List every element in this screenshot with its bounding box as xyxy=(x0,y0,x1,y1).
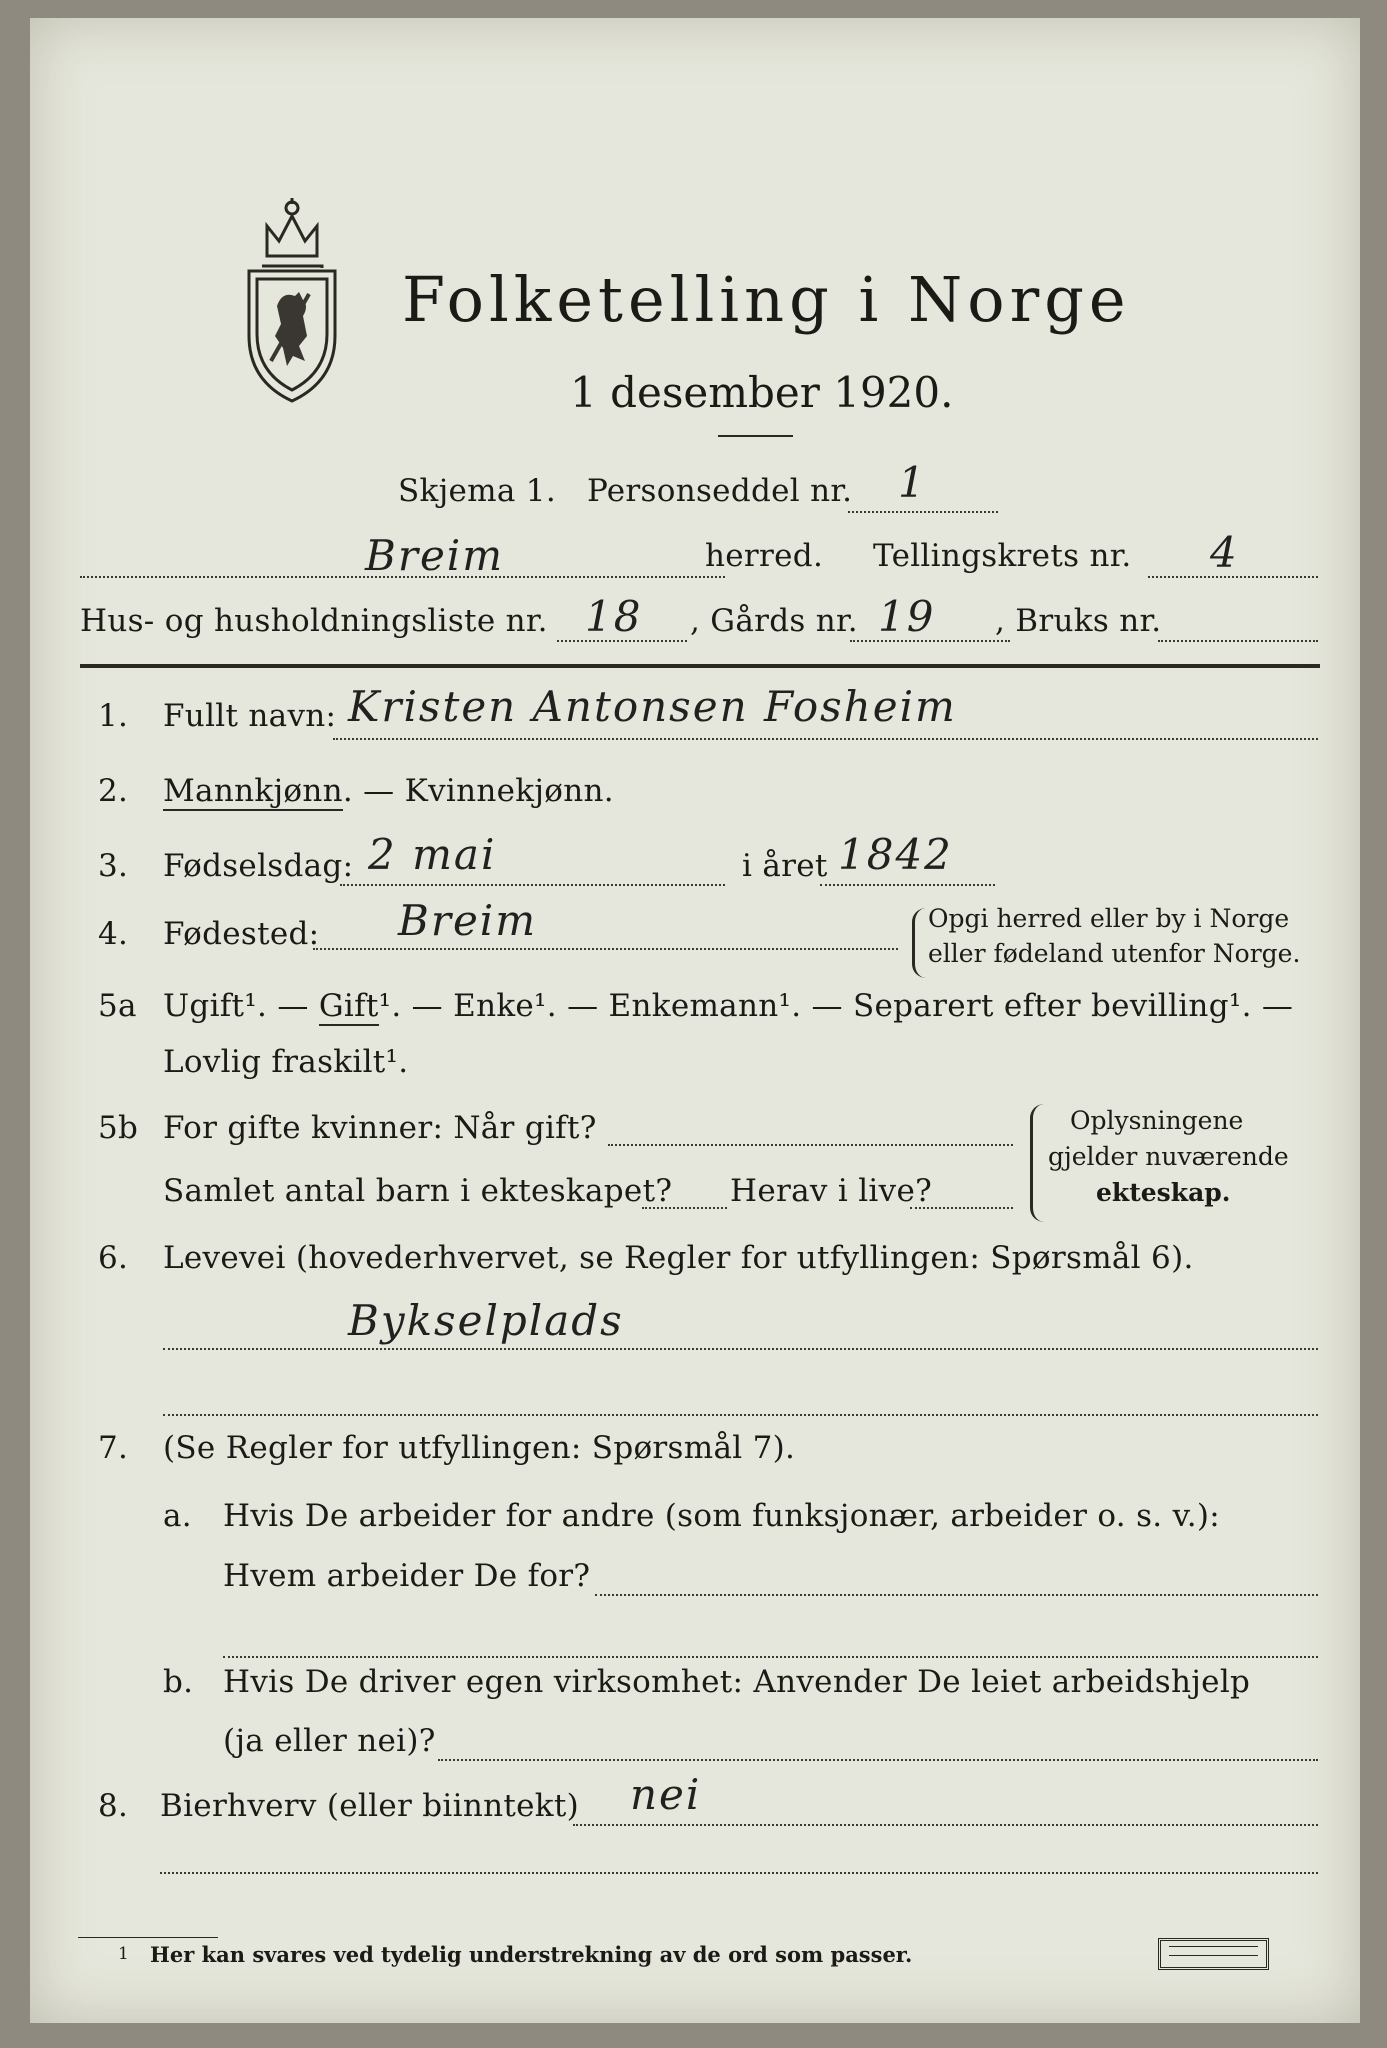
q5a-marital-options: Ugift¹. — Gift¹. — Enke¹. — Enkemann¹. — Separert efter bevilling¹. — xyxy=(163,988,1294,1024)
q5b-alive-label: Herav i live? xyxy=(730,1173,933,1209)
birth-year-field-line xyxy=(820,884,995,886)
footnote-divider xyxy=(78,1937,218,1938)
q7a-label: Hvis De arbeider for andre (som funksjonær, arbeider o. s. v.): xyxy=(223,1498,1221,1534)
children-alive-field-line xyxy=(910,1207,1013,1209)
herred-value[interactable]: Breim xyxy=(365,531,505,580)
children-field-line xyxy=(642,1207,727,1209)
q1-field-line xyxy=(333,738,1318,740)
census-date: 1 desember 1920. xyxy=(570,368,954,417)
q4-number: 4. xyxy=(98,916,129,952)
q5b-note-line2: gjelder nuværende xyxy=(1048,1142,1289,1171)
norwegian-coat-of-arms-icon xyxy=(237,196,347,411)
ugift-option[interactable]: Ugift xyxy=(163,988,245,1024)
gards-label: , Gårds nr. xyxy=(690,603,858,639)
birthplace-value[interactable]: Breim xyxy=(398,896,538,945)
q3-year-label: i året xyxy=(742,848,828,884)
hired-help-field-line xyxy=(438,1759,1318,1761)
title-divider xyxy=(718,435,793,437)
occupation-field-line-1 xyxy=(163,1348,1318,1350)
female-option[interactable]: . — Kvinnekjønn xyxy=(342,773,604,809)
census-form-sheet xyxy=(30,18,1360,2023)
q4-note-line2: eller fødeland utenfor Norge. xyxy=(928,939,1301,968)
other-marital-options[interactable]: . — Enke¹. — Enkemann¹. — Separert efter bevilling¹. — xyxy=(391,988,1294,1024)
personseddel-value[interactable]: 1 xyxy=(898,458,927,507)
q5b-children-label: Samlet antal barn i ekteskapet? xyxy=(163,1173,673,1209)
tellingskrets-label: Tellingskrets nr. xyxy=(873,538,1132,574)
q6-number: 6. xyxy=(98,1240,129,1276)
q8-number: 8. xyxy=(98,1788,129,1824)
employer-field-line-2 xyxy=(223,1656,1318,1658)
printer-stamp-icon xyxy=(1158,1938,1269,1970)
full-name-value[interactable]: Kristen Antonsen Fosheim xyxy=(348,682,957,731)
schema-label: Skjema 1. xyxy=(398,473,556,509)
q7b-label: Hvis De driver egen virksomhet: Anvender De leiet arbeidshjelp xyxy=(223,1664,1251,1700)
q3-label: Fødselsdag: xyxy=(163,848,354,884)
occupation-value[interactable]: Bykselplads xyxy=(348,1296,624,1345)
q5b-note-line3: ekteskap. xyxy=(1096,1178,1231,1207)
q1-number: 1. xyxy=(98,698,129,734)
q3-number: 3. xyxy=(98,848,129,884)
footnote-text: Her kan svares ved tydelig understrekning av de ord som passer. xyxy=(150,1942,913,1967)
birthday-value[interactable]: 2 mai xyxy=(368,830,497,879)
side-income-field-line-1 xyxy=(573,1824,1318,1826)
q7b-letter: b. xyxy=(163,1664,194,1700)
footnote-mark: 1 xyxy=(118,1944,129,1964)
q6-label: Levevei (hovederhvervet, se Regler for utfyllingen: Spørsmål 6). xyxy=(163,1240,1194,1276)
q1-label: Fullt navn: xyxy=(163,698,337,734)
q7a-letter: a. xyxy=(163,1498,192,1534)
q4-note-line1: Opgi herred eller by i Norge xyxy=(928,904,1290,933)
personseddel-field-line xyxy=(848,511,998,513)
q5b-note-line1: Oplysningene xyxy=(1070,1106,1244,1135)
gards-value[interactable]: 19 xyxy=(878,592,936,641)
side-income-field-line-2 xyxy=(160,1872,1318,1874)
husholdningsliste-value[interactable]: 18 xyxy=(585,592,643,641)
form-title: Folketelling i Norge xyxy=(402,263,1131,336)
q7b-sub-label: (ja eller nei)? xyxy=(223,1723,436,1759)
when-married-field-line xyxy=(608,1144,1013,1146)
occupation-field-line-2 xyxy=(163,1414,1318,1416)
male-option-selected[interactable]: Mannkjønn xyxy=(163,773,343,809)
q5b-label: For gifte kvinner: Når gift? xyxy=(163,1110,597,1146)
side-income-value[interactable]: nei xyxy=(630,1770,702,1819)
q2-number: 2. xyxy=(98,773,129,809)
q7a-sub-label: Hvem arbeider De for? xyxy=(223,1558,591,1594)
bruks-label: , Bruks nr. xyxy=(995,603,1162,639)
q4-label: Fødested: xyxy=(163,916,320,952)
husholdningsliste-label: Hus- og husholdningsliste nr. xyxy=(80,603,548,639)
herred-label: herred. xyxy=(705,538,824,574)
personseddel-label: Personseddel nr. xyxy=(587,473,853,509)
birthplace-field-line xyxy=(313,948,898,950)
bruks-field-line xyxy=(1158,640,1318,642)
birthday-field-line xyxy=(340,884,725,886)
birth-year-value[interactable]: 1842 xyxy=(838,830,953,879)
q5a-line2[interactable]: Lovlig fraskilt¹. xyxy=(163,1044,409,1080)
q5a-number: 5a xyxy=(98,988,137,1024)
q5b-note-brace xyxy=(1030,1104,1047,1222)
employer-field-line-1 xyxy=(595,1594,1318,1596)
q7-label: (Se Regler for utfyllingen: Spørsmål 7). xyxy=(163,1430,796,1466)
tellingskrets-value[interactable]: 4 xyxy=(1210,528,1239,577)
section-divider xyxy=(80,664,1320,668)
q2-sex-options: Mannkjønn. — Kvinnekjønn. xyxy=(163,773,614,809)
gift-option-selected[interactable]: Gift xyxy=(318,988,379,1024)
q7-number: 7. xyxy=(98,1430,129,1466)
q8-label: Bierhverv (eller biinntekt) xyxy=(160,1788,580,1824)
q5b-number: 5b xyxy=(98,1110,139,1146)
q4-note-brace xyxy=(912,908,927,978)
